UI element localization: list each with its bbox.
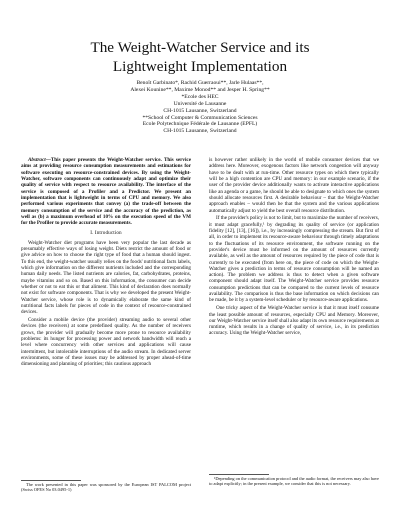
affiliation-line: Université de Lausanne — [173, 100, 227, 107]
title-line-2: Lightweight Implementation — [112, 58, 288, 75]
footnote-text: The work presented in this paper was sponsored by the European IST PALCOM project (Swiss OFES No 03.0495-1) — [21, 482, 191, 493]
abstract — [21, 157, 191, 226]
affiliation-line: *Ecole des HEC — [181, 93, 219, 100]
abstract-text: —This paper presents the Weight-Watcher service. This service aims at providing resource consumption measurements and estimations for software executing on resource-constrained devices. By using the Weight-Watcher, software components can continuously adapt and optimize their quality of service with respect to resource availability. The interface of the service is composed of a Profiler and a Predictor. We present an implementation that is lightweight in terms of CPU and memory. We also performed various experiments that convey (a) the trade-off between the memory consumption of the service and the accuracy of the prediction, as well as (b) a maximum overhead of 10% on the execution speed of the VM for the Profiler to provide accurate measurements. — [21, 157, 191, 227]
footnote-text: ¹Depending on the communication protocol and the audio format, the receivers may also have to adapt explicitly; in the present example, we consider that this is not necessary. — [209, 476, 379, 487]
footnote-rule — [21, 480, 81, 481]
author-line: Alexei Kounine**, Maxime Monod** and Jesper H. Spring** — [130, 86, 270, 93]
body-paragraph: If the provider's policy is not to limit, but to maximize the number of receivers, it must adapt gracefully,¹ by degrading its quality of service (or application fidelity [12], [13], [16]), i.e., by increasingly compressing the stream. But first of all, in order to implement its resource-aware behaviour through timely adaptations to the fluctuations of its resource environment, the software running on the provider's device must be informed on the amount of resources currently available, as well as the amount of resources required by the piece of code that is currently to be executed (from here on, the piece of code on which the Weight-Watcher gives a prediction in terms of resource consumption will be named an action). The problem we address is thus to detect when a given software component should adapt itself. The Weight-Watcher service provides resource consumption predictions that can be compared to the current levels of resource availability. The comparison is thus the base information on which decisions can be made, be it by a system-level scheduler or by resource-aware applications. — [209, 215, 379, 304]
paper-title — [20, 38, 380, 76]
right-column — [209, 157, 379, 338]
title-line-1: The Weight-Watcher Service and its — [90, 39, 310, 56]
affiliation-line: **School of Computer & Communication Sciences — [142, 114, 258, 121]
footnote-right — [209, 476, 379, 487]
body-paragraph: Weight-Watcher diet programs have been very popular the last decade as presumably effective ways of losing weight. Diets restrict the amount of food or give advice on how to choose the right type of food that a human should ingest. To this end, the weight-watcher usually relies on the foods' nutritional facts labels, which give information on the different nutrients included and the corresponding human daily needs. The listed nutrients are calories, fat, carbohydrates, proteins, maybe vitamins and so on. Based on this information, the consumer can decide whether or not to eat this or that aliment. This kind of declaration does normally not exist for software components. That is why we developed the present Weight-Watcher service, whose role is to dynamically elaborate the same kind of nutritional facts labels for pieces of code in the context of resource-constrained devices. — [21, 239, 191, 316]
footnote-rule — [209, 474, 269, 475]
body-paragraph: is however rather unlikely in the world of mobile consumer devices that we address here. Moreover, exogenous factors like network congestion will anyway have to be dealt with at run-time. Other resource types on which there typically will be a high contention are CPU and memory: in our example scenario, if the user of the provider device additionally wants to activate interactive applications like an agenda or a game, he should be able to designate to which ones the system should allocate resources first. A desirable behaviour – that the Weight-Watcher approach enables – would then be that the system and the various applications automatically adjust to yield the best overall resource distribution. — [209, 157, 379, 214]
affiliation-line: CH-1015 Lausanne, Switzerland — [163, 107, 237, 114]
author-block — [20, 80, 380, 135]
footnote-left — [21, 482, 191, 493]
affiliation-line: CH-1015 Lausanne, Switzerland — [163, 128, 237, 135]
section-heading: I. Introduction — [90, 230, 122, 237]
left-column — [21, 157, 191, 369]
abstract-lead: Abstract — [28, 157, 46, 163]
author-line: Benoît Garbinato*, Rachid Guerraoui**, Jarle Hulaas**, — [136, 80, 264, 86]
affiliation-line: Ecole Polytechnique Fédérale de Lausanne (EPFL) — [142, 121, 258, 128]
body-paragraph: One tricky aspect of the Weight-Watcher service is that it must itself consume the least possible amount of resources, especially CPU and Memory. Moreover, our Weight-Watcher service itself shall also adapt its own resource requirements at runtime, which results in a change of quality of service, i.e., in its prediction accuracy. Using the Weight-Watcher service, — [209, 305, 379, 337]
body-paragraph: Consider a mobile device (the provider) streaming audio to several other devices (the receivers) at some predefined quality. As the number of receivers grows, the provider will gradually become more prone to resource availability problems: its hunger for processing power and network bandwidth will reach a level where concurrency with other services and applications will cause intermittent, but intolerable interruptions of the audio stream. In dedicated server environments, some of these issues may be addressed by proper ahead-of-time dimensioning and planning of priorities; this cautious approach — [21, 317, 191, 368]
